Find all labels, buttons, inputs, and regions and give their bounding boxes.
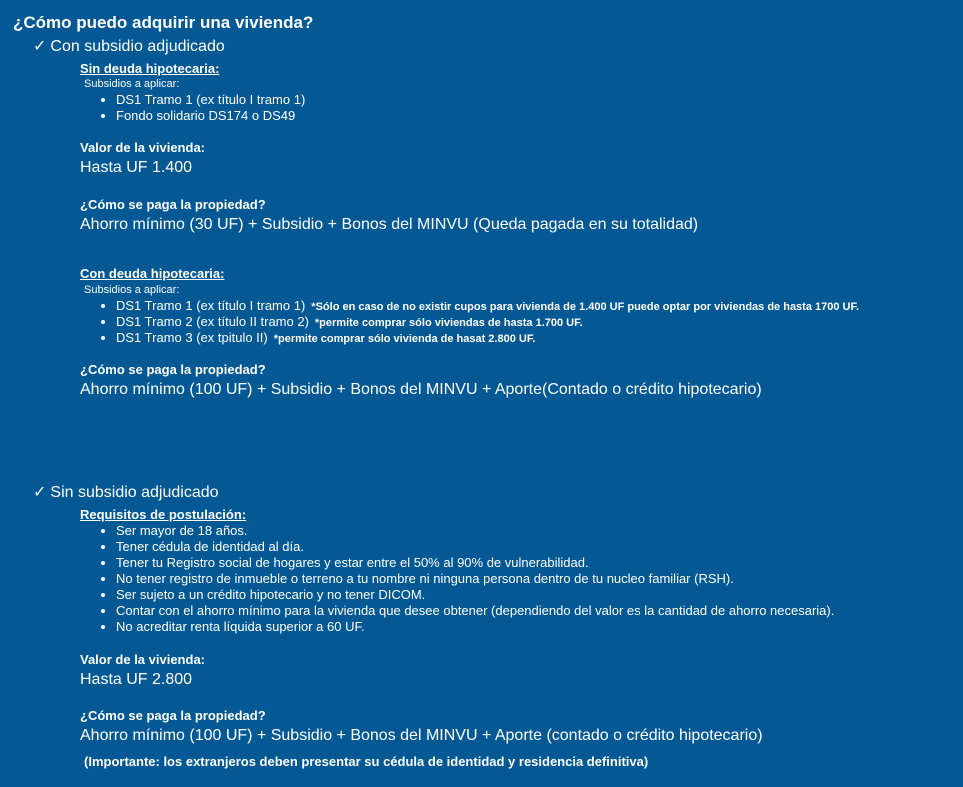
section-sin-subsidio-heading — [33, 482, 219, 502]
list-item — [97, 314, 859, 330]
sin-subsidio-valor-label: Valor de la vivienda: — [80, 652, 205, 667]
list-item: No acreditar renta líquida superior a 60 UF. — [97, 619, 834, 635]
sin-subsidio-pago-value: Ahorro mínimo (100 UF) + Subsidio + Bonos del MINVU + Aporte (contado o crédito hipotecario) — [80, 727, 763, 744]
list-item-text: DS1 Tramo 1 (ex título I tramo 1) — [116, 298, 306, 313]
con-deuda-subsidios-label: Subsidios a aplicar: — [84, 284, 180, 296]
list-item: Ser sujeto a un crédito hipotecario y no tener DICOM. — [97, 587, 834, 603]
sin-deuda-valor-value: Hasta UF 1.400 — [80, 159, 193, 176]
list-item: Fondo solidario DS174 o DS49 — [97, 108, 305, 124]
list-item: Contar con el ahorro mínimo para la vivienda que desee obtener (dependiendo del valor es la cantidad de ahorro necesaria). — [97, 603, 834, 619]
requisitos-list — [97, 523, 834, 635]
list-item: Tener tu Registro social de hogares y estar entre el 50% al 90% de vulnerabilidad. — [97, 555, 834, 571]
list-item-text: DS1 Tramo 3 (ex tpitulo II) — [116, 330, 268, 345]
list-item: No tener registro de inmueble o terreno a tu nombre ni ninguna persona dentro de tu nucleo familiar (RSH). — [97, 571, 834, 587]
list-item-note: *permite comprar sólo viviendas de hasta 1.700 UF. — [314, 317, 583, 329]
section-sin-subsidio-label: Sin subsidio adjudicado — [50, 484, 219, 501]
list-item: Tener cédula de identidad al día. — [97, 539, 834, 555]
con-deuda-heading: Con deuda hipotecaria: — [80, 266, 225, 281]
con-deuda-subsidios-list — [97, 298, 859, 346]
sin-subsidio-pago-label: ¿Cómo se paga la propiedad? — [80, 708, 266, 723]
sin-deuda-subsidios-label: Subsidios a aplicar: — [84, 78, 180, 90]
sin-deuda-valor-label: Valor de la vivienda: — [80, 140, 205, 155]
list-item-note: *Sólo en caso de no existir cupos para vivienda de 1.400 UF puede optar por viviendas de hasta 1700 UF. — [311, 301, 860, 313]
important-note: (Importante: los extranjeros deben presentar su cédula de identidad y residencia definitiva) — [84, 754, 649, 769]
list-item: Ser mayor de 18 años. — [97, 523, 834, 539]
list-item: DS1 Tramo 1 (ex título I tramo 1) — [97, 92, 305, 108]
section-con-subsidio-label: Con subsidio adjudicado — [50, 38, 225, 55]
list-item-text: DS1 Tramo 2 (ex título II tramo 2) — [116, 314, 309, 329]
section-con-subsidio-heading — [33, 36, 225, 56]
list-item — [97, 298, 859, 314]
con-deuda-pago-value: Ahorro mínimo (100 UF) + Subsidio + Bonos del MINVU + Aporte(Contado o crédito hipotecario) — [80, 381, 762, 398]
list-item — [97, 330, 859, 346]
con-deuda-pago-label: ¿Cómo se paga la propiedad? — [80, 362, 266, 377]
sin-deuda-heading: Sin deuda hipotecaria: — [80, 61, 220, 76]
sin-deuda-pago-label: ¿Cómo se paga la propiedad? — [80, 197, 266, 212]
sin-deuda-pago-value: Ahorro mínimo (30 UF) + Subsidio + Bonos del MINVU (Queda pagada en su totalidad) — [80, 216, 699, 233]
checkmark-icon: ✓ — [33, 38, 47, 55]
checkmark-icon: ✓ — [33, 484, 47, 501]
page-title: ¿Cómo puedo adquirir una vivienda? — [13, 13, 314, 32]
list-item-note: *permite comprar sólo vivienda de hasat 2.800 UF. — [273, 333, 536, 345]
sin-deuda-subsidios-list — [97, 92, 305, 124]
sin-subsidio-valor-value: Hasta UF 2.800 — [80, 671, 193, 688]
requisitos-heading: Requisitos de postulación: — [80, 507, 247, 522]
